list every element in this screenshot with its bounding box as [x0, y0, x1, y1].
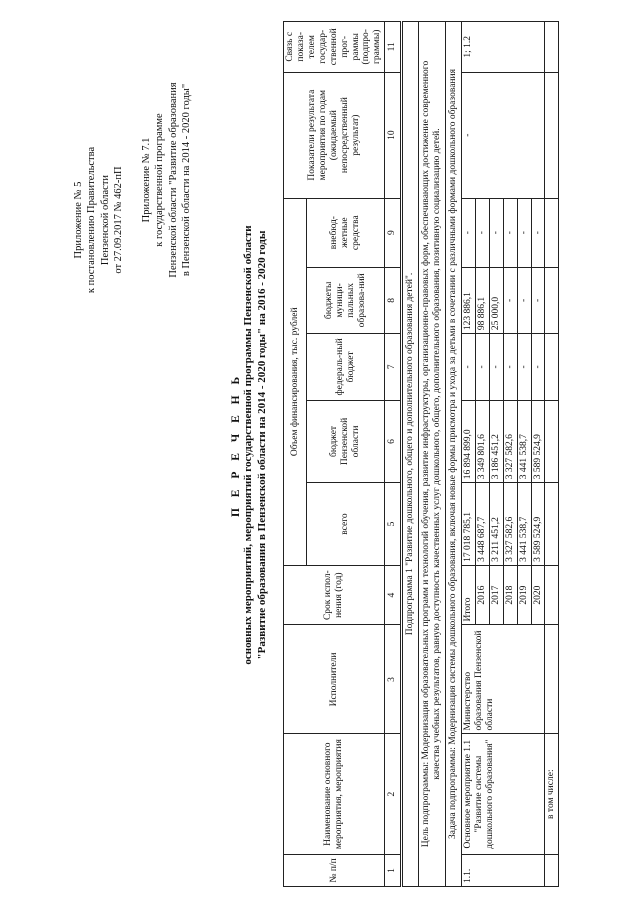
subprogram-title: Подпрограмма 1 "Развитие дошкольного, общего и дополнительного образования детей".: [402, 22, 419, 887]
activities-table: [283, 21, 559, 887]
column-number: 9: [385, 198, 402, 267]
activity-number: 1.1.: [461, 854, 545, 886]
cell-year: Итого: [461, 565, 475, 625]
column-number: 10: [385, 72, 402, 198]
subprogram-row: [402, 22, 419, 887]
activity-indicator: -: [461, 72, 545, 198]
cell-regional: 16 894 899,0: [461, 400, 475, 483]
cell-year: 2018: [503, 565, 517, 625]
including-label: в том числе:: [545, 734, 559, 854]
header-term: Срок испол-нения (год): [284, 565, 385, 625]
activity-name: Основное мероприятие 1.1 "Развитие системы дошкольного образования": [461, 734, 545, 854]
activity-link: 1; 1.2: [461, 22, 545, 73]
cell-regional: 3 186 451,2: [489, 400, 503, 483]
column-number: 6: [385, 400, 402, 483]
cell-federal: -: [475, 334, 489, 401]
cell-year: 2017: [489, 565, 503, 625]
cell-municipal: 98 886,1: [475, 267, 489, 334]
cell-municipal: -: [517, 267, 531, 334]
column-number: 7: [385, 334, 402, 401]
column-number: 8: [385, 267, 402, 334]
cell-offbudget: -: [531, 198, 545, 267]
cell-federal: -: [503, 334, 517, 401]
header-financing: Объем финансирования, тыс. рублей: [284, 198, 307, 565]
cell-year: 2020: [531, 565, 545, 625]
appendix-7-1-line: к государственной программе: [154, 113, 166, 247]
cell-offbudget: -: [517, 198, 531, 267]
column-number: 4: [385, 565, 402, 625]
cell-federal: -: [531, 334, 545, 401]
header-indicators: Показатели результата мероприятия по годам (ожидаемый непосредственный результат): [284, 72, 385, 198]
appendix-7-1-line: в Пензенской области на 2014 - 2020 годы": [181, 83, 193, 277]
document-subtitle: "Развитие образования в Пензенской области на 2014 - 2020 годы" на 2016 - 2020 годы: [255, 230, 268, 660]
cell-regional: 3 441 538,7: [517, 400, 531, 483]
cell-regional: 3 589 524,9: [531, 400, 545, 483]
column-number: 3: [385, 625, 402, 734]
cell-total: 3 327 582,6: [503, 483, 517, 566]
column-numbers-row: [385, 22, 402, 887]
header-num: № п/п: [284, 854, 385, 886]
header-federal: федераль-ный бюджет: [307, 334, 385, 401]
cell-total: 3 589 524,9: [531, 483, 545, 566]
cell-municipal: -: [531, 267, 545, 334]
header-name: Наименование основного мероприятия, мероприятия: [284, 734, 385, 854]
activity-executor: Министерство образования Пензенской области: [461, 625, 545, 734]
appendix-5-line: от 27.09.2017 № 462-пП: [113, 166, 125, 274]
document-heading: [230, 25, 270, 865]
cell-year: 2019: [517, 565, 531, 625]
cell-regional: 3 327 582,6: [503, 400, 517, 483]
appendix-7-1-line: Пензенской области "Развитие образования: [167, 82, 179, 278]
cell-total: 3 448 687,7: [475, 483, 489, 566]
cell-offbudget: -: [489, 198, 503, 267]
cell-offbudget: -: [461, 198, 475, 267]
header-total: всего: [307, 483, 385, 566]
column-number: 5: [385, 483, 402, 566]
cell-offbudget: -: [475, 198, 489, 267]
column-number: 11: [385, 22, 402, 73]
cell-municipal: 25 000,0: [489, 267, 503, 334]
appendix-7-1-block: [140, 30, 194, 330]
subprogram-goal: Цель подпрограммы: Модернизация образовательных программ и технологий обучения, развитие инфраструктуры, организационно-правовых форм, обеспечивающих достижение современного качества учебных результатов, равную доступность качественных услуг дошкольного, общего, дополнительного образования, позитивную социализацию детей.: [419, 22, 446, 887]
cell-offbudget: -: [503, 198, 517, 267]
document-title: П Е Р Е Ч Е Н Ь: [230, 372, 242, 518]
subprogram-task: Задача подпрограммы: Модернизация системы дошкольного образования, включая новые формы присмотра и ухода за детьми в сочетании с различными формами дошкольного образования: [445, 22, 461, 887]
column-number: 1: [385, 854, 402, 886]
appendix-5-line: Пензенской области: [99, 174, 111, 266]
header-regional: бюджет Пензенской области: [307, 400, 385, 483]
appendix-5-block: [72, 100, 126, 340]
goal-row: [419, 22, 446, 887]
cell-total: 3 211 451,2: [489, 483, 503, 566]
cell-total: 17 018 785,1: [461, 483, 475, 566]
table-row: [461, 22, 475, 887]
cell-year: 2016: [475, 565, 489, 625]
document-subtitle: основных мероприятий, мероприятий государственной программы Пензенской области: [242, 225, 254, 665]
task-row: [445, 22, 461, 887]
cell-federal: -: [461, 334, 475, 401]
cell-regional: 3 349 801,6: [475, 400, 489, 483]
header-link: Связь с показа-телем государ-ственной прог-раммы (подпро-граммы): [284, 22, 385, 73]
header-municipal: бюджеты муници-пальных образова-ний: [307, 267, 385, 334]
header-offbudget: внебюд-жетные средства: [307, 198, 385, 267]
cell-federal: -: [517, 334, 531, 401]
cell-municipal: 123 886,1: [461, 267, 475, 334]
appendix-5-line: к постановлению Правительства: [86, 146, 98, 294]
table-row: [545, 22, 559, 887]
column-number: 2: [385, 734, 402, 854]
header-executors: Исполнители: [284, 625, 385, 734]
appendix-5-line: Приложение № 5: [73, 181, 84, 259]
appendix-7-1-line: Приложение № 7.1: [141, 137, 152, 223]
cell-total: 3 441 538,7: [517, 483, 531, 566]
cell-municipal: -: [503, 267, 517, 334]
cell-federal: -: [489, 334, 503, 401]
